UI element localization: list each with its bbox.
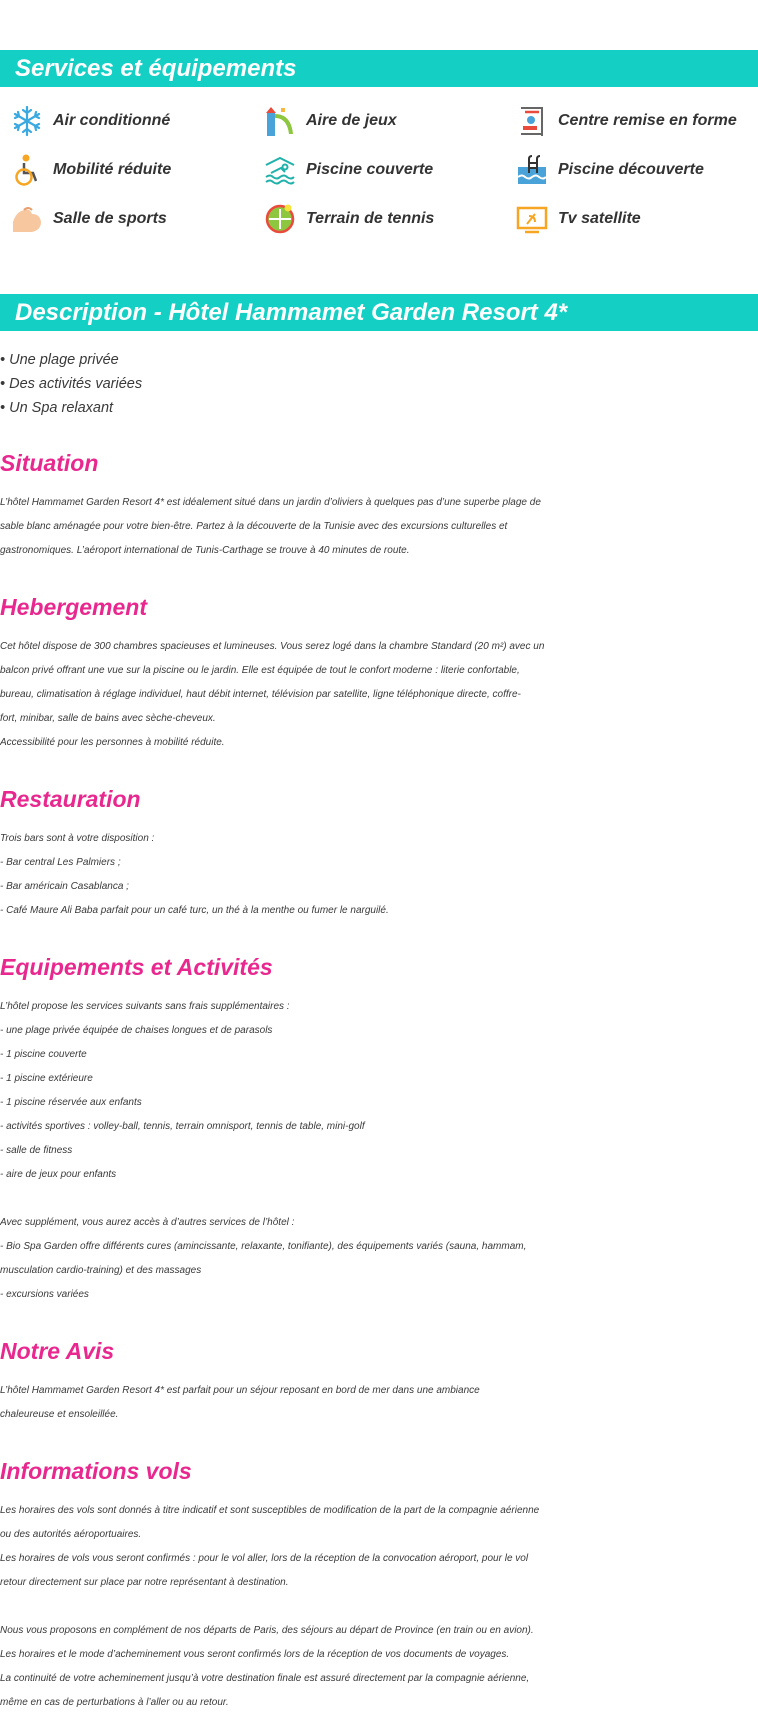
text-line: retour directement sur place par notre représentant à destination. — [0, 1577, 289, 1588]
text-line: La continuité de votre acheminement jusqu’à votre destination finale est assuré directement par la compagnie aérienne, — [0, 1673, 530, 1684]
service-item — [253, 153, 433, 187]
outdoor-pool-icon — [515, 153, 549, 187]
text-line: sable blanc aménagée pour votre bien-être. Partez à la découverte de la Tunisie avec des excursions culturelles et — [0, 521, 508, 532]
text-line: - 1 piscine réservée aux enfants — [0, 1097, 142, 1108]
text-line: - 1 piscine extérieure — [0, 1073, 93, 1084]
service-label: Centre remise en forme — [558, 112, 737, 129]
vols-text — [0, 1499, 758, 1715]
service-item — [505, 104, 737, 138]
service-label: Aire de jeux — [306, 112, 397, 129]
service-label: Mobilité réduite — [53, 161, 172, 178]
playground-icon — [263, 104, 297, 138]
service-item — [0, 153, 171, 187]
text-line: Cet hôtel dispose de 300 chambres spacieuses et lumineuses. Vous serez logé dans la chambre Standard (20 m²) avec un — [0, 641, 545, 652]
text-line: - Bar central Les Palmiers ; — [0, 857, 121, 868]
description-title: Description - Hôtel Hammamet Garden Resort 4* — [15, 299, 568, 326]
text-line: - Café Maure Ali Baba parfait pour un café turc, un thé à la menthe ou fumer le narguilé. — [0, 905, 389, 916]
vols-heading: Informations vols — [0, 1458, 192, 1484]
services-title: Services et équipements — [15, 55, 297, 82]
text-line: L’hôtel Hammamet Garden Resort 4* est parfait pour un séjour reposant en bord de mer dans une ambiance — [0, 1385, 480, 1396]
text-line: Trois bars sont à votre disposition : — [0, 833, 155, 844]
service-item — [253, 104, 397, 138]
equipements-text — [0, 995, 758, 1307]
highlights-list — [0, 348, 142, 420]
text-line: même en cas de perturbations à l’aller ou au retour. — [0, 1697, 229, 1708]
restauration-heading: Restauration — [0, 786, 141, 812]
text-line: ou des autorités aéroportuaires. — [0, 1529, 142, 1540]
situation-heading: Situation — [0, 450, 99, 476]
text-line: Les horaires de vols vous seront confirmés : pour le vol aller, lors de la réception de la convocation aéroport, pour le vol — [0, 1553, 529, 1564]
text-line: fort, minibar, salle de bains avec sèche-cheveux. — [0, 713, 216, 724]
text-line: musculation cardio-training) et des massages — [0, 1265, 202, 1276]
wheelchair-icon — [10, 153, 44, 187]
text-line: L’hôtel Hammamet Garden Resort 4* est idéalement situé dans un jardin d’oliviers à quelques pas d’une superbe plage de — [0, 497, 541, 508]
hebergement-text — [0, 635, 758, 755]
text-line: - excursions variées — [0, 1289, 89, 1300]
service-label: Salle de sports — [53, 210, 167, 227]
description-banner — [0, 294, 758, 331]
service-label: Piscine découverte — [558, 161, 704, 178]
service-item — [505, 202, 641, 236]
text-line: - Bio Spa Garden offre différents cures (amincissante, relaxante, tonifiante), des équipements variés (sauna, hammam, — [0, 1241, 527, 1252]
text-line: Accessibilité pour les personnes à mobilité réduite. — [0, 737, 225, 748]
snowflake-icon — [10, 104, 44, 138]
indoor-pool-icon — [263, 153, 297, 187]
restauration-text — [0, 827, 758, 923]
hebergement-heading: Hebergement — [0, 594, 147, 620]
service-item — [253, 202, 434, 236]
text-line: - salle de fitness — [0, 1145, 73, 1156]
muscle-icon — [10, 202, 44, 236]
text-line: Avec supplément, vous aurez accès à d’autres services de l’hôtel : — [0, 1217, 295, 1228]
list-item: • Des activités variées — [0, 376, 143, 392]
text-line: balcon privé offrant une vue sur la piscine ou le jardin. Elle est équipée de tout le confort moderne : literie confortable, — [0, 665, 520, 676]
fitness-icon — [515, 104, 549, 138]
text-line: L’hôtel propose les services suivants sans frais supplémentaires : — [0, 1001, 290, 1012]
equipements-heading: Equipements et Activités — [0, 954, 273, 980]
services-banner — [0, 50, 758, 87]
service-item — [505, 153, 704, 187]
service-label: Air conditionné — [53, 112, 171, 129]
text-line: - une plage privée équipée de chaises longues et de parasols — [0, 1025, 273, 1036]
service-label: Piscine couverte — [306, 161, 434, 178]
service-item — [0, 202, 167, 236]
text-line: gastronomiques. L’aéroport international de Tunis-Carthage se trouve à 40 minutes de route. — [0, 545, 410, 556]
service-label: Terrain de tennis — [306, 210, 435, 227]
text-line: - Bar américain Casablanca ; — [0, 881, 129, 892]
text-line: chaleureuse et ensoleillée. — [0, 1409, 119, 1420]
satellite-tv-icon — [515, 202, 549, 236]
list-item: • Un Spa relaxant — [0, 400, 114, 416]
text-line: - 1 piscine couverte — [0, 1049, 87, 1060]
text-line: Nous vous proposons en complément de nos départs de Paris, des séjours au départ de Province (en train ou en avion). — [0, 1625, 534, 1636]
situation-text — [0, 491, 758, 563]
service-label: Tv satellite — [558, 210, 641, 227]
text-line: Les horaires des vols sont donnés à titre indicatif et sont susceptibles de modification de la part de la compagnie aérienne — [0, 1505, 540, 1516]
text-line: Les horaires et le mode d’acheminement vous seront confirmés lors de la réception de vos documents de voyages. — [0, 1649, 510, 1660]
text-line: - activités sportives : volley-ball, tennis, terrain omnisport, tennis de table, mini-golf — [0, 1121, 365, 1132]
avis-text — [0, 1379, 758, 1427]
list-item: • Une plage privée — [0, 352, 119, 368]
service-item — [0, 104, 170, 138]
text-line: bureau, climatisation à réglage individuel, haut débit internet, télévision par satellite, ligne téléphonique directe, coffre- — [0, 689, 521, 700]
tennis-icon — [263, 202, 297, 236]
avis-heading: Notre Avis — [0, 1338, 115, 1364]
text-line: - aire de jeux pour enfants — [0, 1169, 117, 1180]
